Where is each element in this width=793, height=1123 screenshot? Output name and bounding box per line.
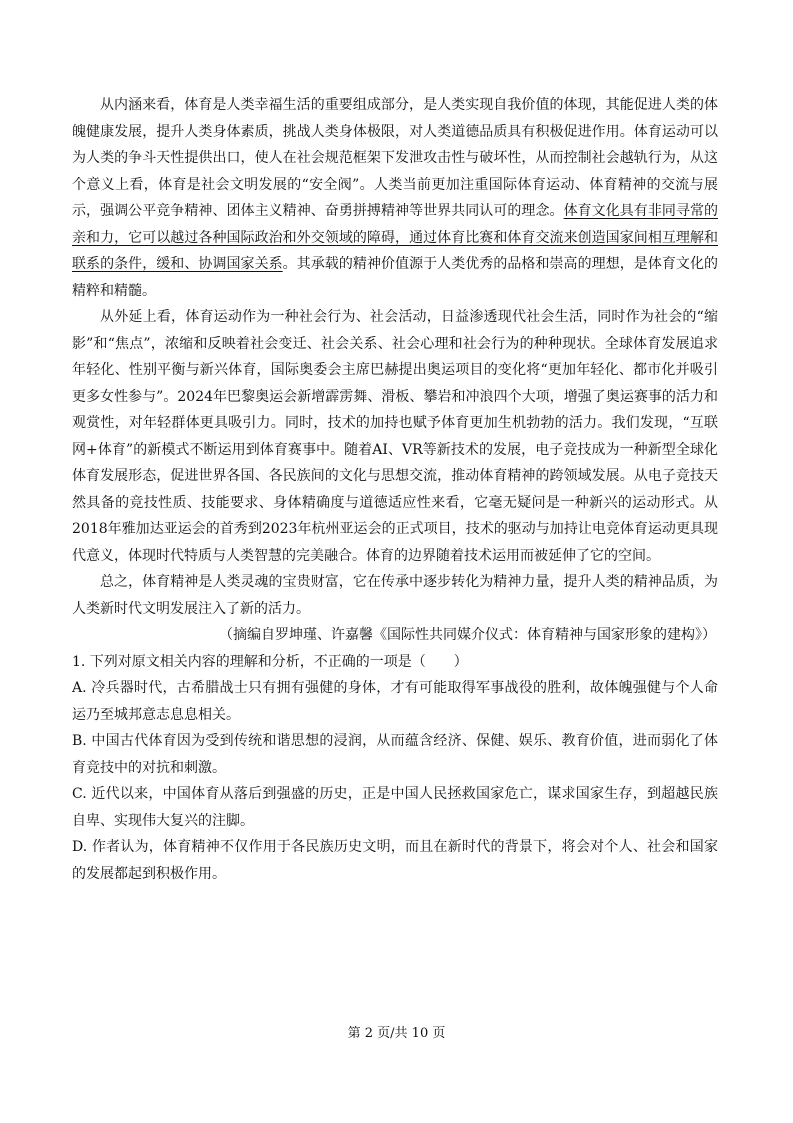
paragraph-1-underlined-text: 体育文化具有非同寻常的亲和力，它可以越过各种国际政治和外交领域的障碍，通过体育比赛和体育交流来创造国家间相互理解和联系的条件，缓和、协调国家关系 bbox=[72, 203, 719, 272]
paragraph-1 bbox=[72, 92, 718, 304]
question-1-option-a: A. 冷兵器时代，古希腊战士只有拥有强健的身体，才有可能取得军事战役的胜利，故体魄强健与个人命运乃至城邦意志息息相关。 bbox=[72, 680, 718, 723]
document-body bbox=[72, 92, 718, 887]
source-citation: （摘编自罗坤瑾、许嘉馨《国际性共同媒介仪式：体育精神与国家形象的建构》） bbox=[219, 627, 716, 643]
paragraph-1-tail: 。其承载的精神价值源于人类优秀的品格和崇高的理想，是体育文化的精粹和精髓。 bbox=[72, 256, 719, 299]
question-1-stem: 1. 下列对原文相关内容的理解和分析，不正确的一项是（ ） bbox=[72, 653, 468, 670]
question-1-option-d: D. 作者认为，体育精神不仅作用于各民族历史文明，而且在新时代的背景下，将会对个人、社会和国家的发展都起到积极作用。 bbox=[72, 839, 718, 882]
paragraph-3: 总之，体育精神是人类灵魂的宝贵财富，它在传承中逐步转化为精神力量，提升人类的精神品质，为人类新时代文明发展注入了新的活力。 bbox=[72, 574, 718, 617]
paragraph-1-text: 从内涵来看，体育是人类幸福生活的重要组成部分，是人类实现自我价值的体现，其能促进人类的体魄健康发展，提升人类身体素质，挑战人类身体极限，对人类道德品质具有积极促进作用。体育运动可以为人类的争斗天性提供出口，使人在社会规范框架下发泄攻击性与破坏性，从而控制社会越轨行为，从这个意义上看，体育是社会文明发展的“安全阀”。人类当前更加注重国际体育运动、体育精神的交流与展示，强调公平竞争精神、团体主义精神、奋勇拼搏精神等世界共同认可的理念。 bbox=[72, 97, 718, 219]
question-1-option-c: C. 近代以来，中国体育从落后到强盛的历史，正是中国人民拯救国家危亡，谋求国家生存，到超越民族自卑、实现伟大复兴的注脚。 bbox=[72, 786, 718, 829]
paragraph-2: 从外延上看，体育运动作为一种社会行为、社会活动，日益渗透现代社会生活，同时作为社会的“缩影”和“焦点”，浓缩和反映着社会变迁、社会关系、社会心理和社会行为的种种现状。全球体育发展追求年轻化、性别平衡与新兴体育，国际奥委会主席巴赫提出奥运项目的变化将“更加年轻化、都市化并吸引更多女性参与”。2024年巴黎奥运会新增霹雳舞、滑板、攀岩和冲浪四个大项，增强了奥运赛事的活力和观赏性，对年轻群体更具吸引力。同时，技术的加持也赋予体育更加生机勃勃的活力。我们发现，“互联网+体育”的新模式不断运用到体育赛事中。随着AI、VR等新技术的发展，电子竞技成为一种新型全球化体育发展形态，促进世界各国、各民族间的文化与思想交流，推动体育精神的跨领域发展。从电子竞技天然具备的竞技性质、技能要求、身体精确度与道德适应性来看，它毫无疑问是一种新兴的运动形式。从2018年雅加达亚运会的首秀到2023年杭州亚运会的正式项目，技术的驱动与加持让电竞体育运动更具现代意义，体现时代特质与人类智慧的完美融合。体育的边界随着技术运用而被延伸了它的空间。 bbox=[72, 309, 718, 564]
page-number-footer: 第 2 页/共 10 页 bbox=[347, 1026, 446, 1041]
question-1-option-b: B. 中国古代体育因为受到传统和谐思想的浸润，从而蕴含经济、保健、娱乐、教育价值，进而弱化了体育竞技中的对抗和刺激。 bbox=[72, 733, 718, 776]
